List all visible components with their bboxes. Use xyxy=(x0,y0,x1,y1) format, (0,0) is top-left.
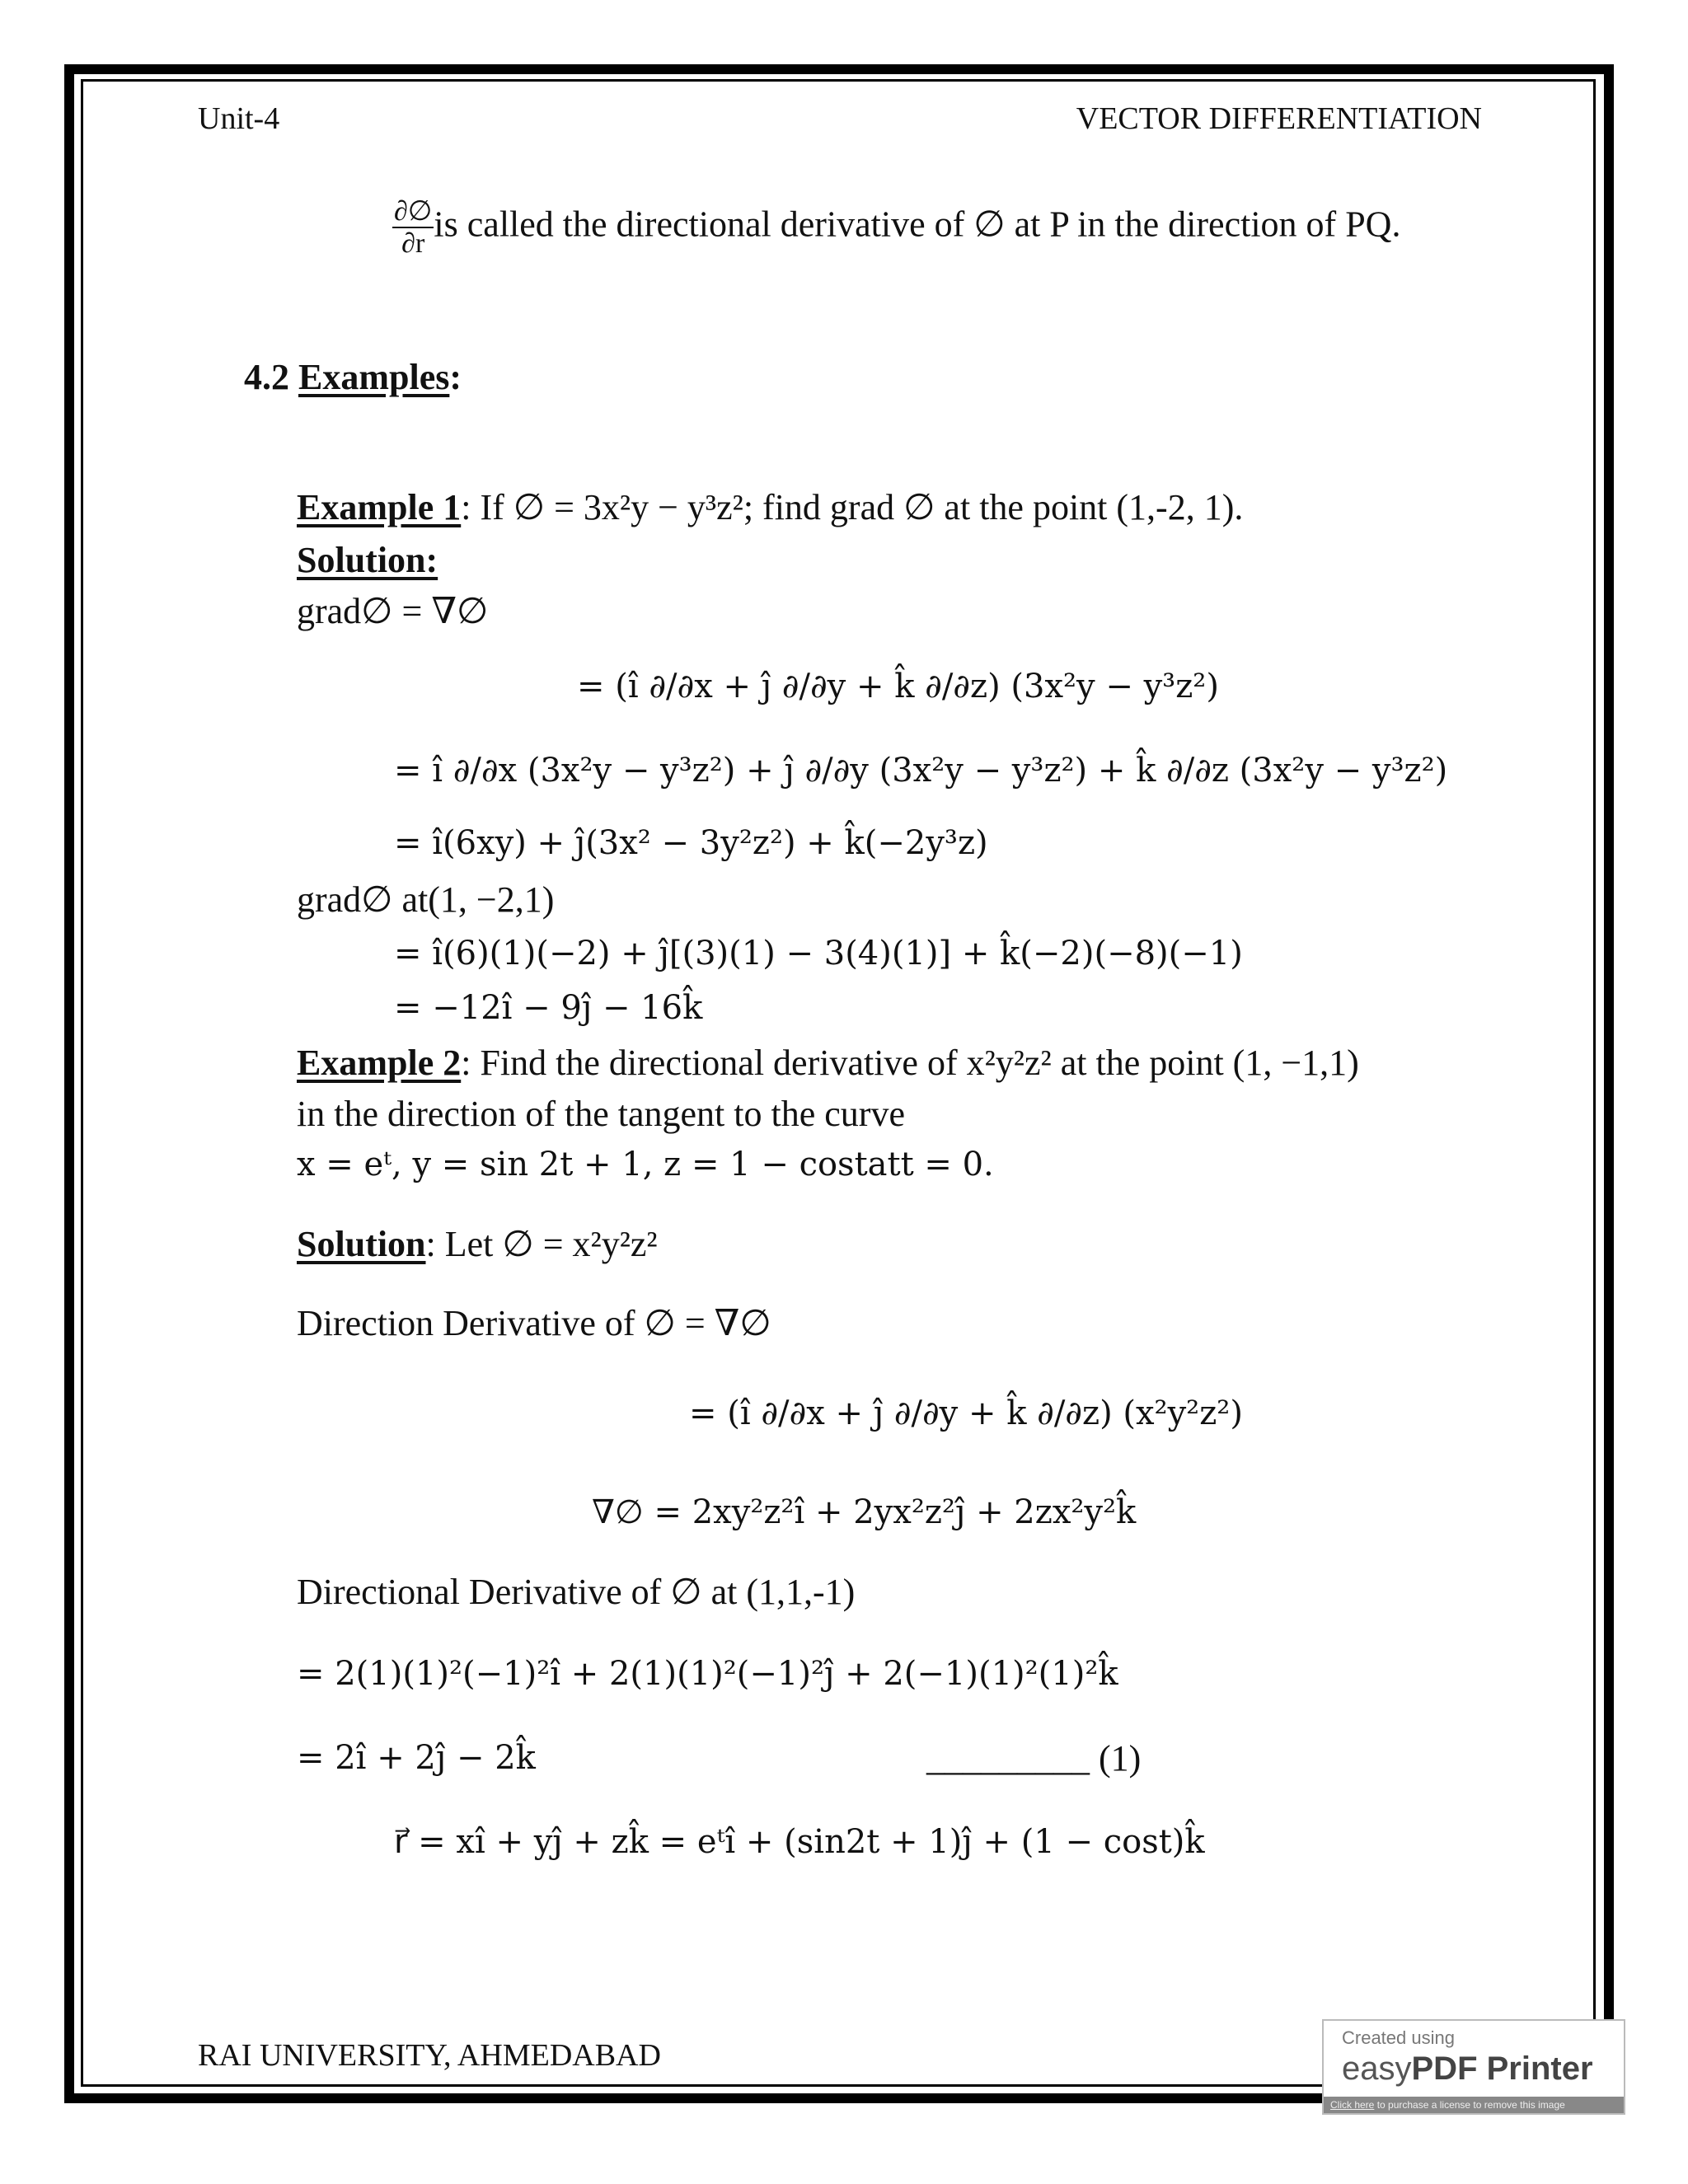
example2-statement-3: x = eᵗ, y = sin 2t + 1, z = 1 − costatt = 0. xyxy=(297,1146,994,1183)
example2-line5: = 2(1)(1)²(−1)²î + 2(1)(1)²(−1)²ĵ + 2(−1)(1)²(1)²k̂ xyxy=(297,1655,1118,1693)
example2-solution: Solution: Let ∅ = x²y²z² xyxy=(297,1224,658,1264)
example2-line2: = (î ∂/∂x + ĵ ∂/∂y + k̂ ∂/∂z) (x²y²z²) xyxy=(689,1394,1243,1432)
partial-fraction: $\frac{\partial\emptyset}{\partial r}$ xyxy=(394,196,433,260)
section-heading: 4.2 Examples: xyxy=(244,357,462,397)
example1-statement: Example 1: If ∅ = 3x²y − y³z²; find grad ∅ at the point (1,-2, 1). xyxy=(297,487,1244,527)
example1-solution-label: Solution: xyxy=(297,540,438,580)
header-unit: Unit-4 xyxy=(198,101,280,136)
watermark-caption: Created using xyxy=(1342,2027,1455,2048)
purchase-license-link[interactable]: Click here xyxy=(1330,2099,1375,2111)
example1-line7: = −12î − 9ĵ − 16k̂ xyxy=(394,989,703,1027)
footer-university: RAI UNIVERSITY, AHMEDABAD xyxy=(198,2038,661,2073)
example2-line7: r⃗ = xî + yĵ + zk̂ = eᵗî + (sin2t + 1)ĵ + (1 − cost)k̂ xyxy=(394,1823,1205,1861)
equation-ref-1: _________ (1) xyxy=(926,1738,1142,1779)
example2-line1: Direction Derivative of ∅ = ∇∅ xyxy=(297,1303,771,1343)
watermark-brand: easyPDF Printer xyxy=(1342,2050,1593,2087)
intro-line: $\frac{\partial\emptyset}{\partial r}$ is called the directional derivative of ∅ at P in the direction of PQ. xyxy=(394,196,1401,260)
example1-line1: grad∅ = ∇∅ xyxy=(297,591,489,631)
example1-line5: grad∅ at(1, −2,1) xyxy=(297,879,555,920)
example2-line6: = 2î + 2ĵ − 2k̂ xyxy=(297,1739,536,1777)
example1-line4: = î(6xy) + ĵ(3x² − 3y²z²) + k̂(−2y³z) xyxy=(394,824,988,862)
header-title: VECTOR DIFFERENTIATION xyxy=(1076,101,1482,136)
example1-line6: = î(6)(1)(−2) + ĵ[(3)(1) − 3(4)(1)] + k̂(−2)(−8)(−1) xyxy=(394,935,1243,972)
example1-line2: = (î ∂/∂x + ĵ ∂/∂y + k̂ ∂/∂z) (3x²y − y³z²) xyxy=(577,668,1219,705)
example2-line4: Directional Derivative of ∅ at (1,1,-1) xyxy=(297,1572,856,1612)
pdf-printer-watermark[interactable] xyxy=(1322,2019,1625,2115)
example2-line3: ∇∅ = 2xy²z²î + 2yx²z²ĵ + 2zx²y²k̂ xyxy=(592,1493,1137,1531)
example2-statement-2: in the direction of the tangent to the curve xyxy=(297,1094,905,1134)
watermark-license-bar[interactable]: Click here to purchase a license to remove this image xyxy=(1324,2097,1624,2113)
example2-statement-1: Example 2: Find the directional derivative of x²y²z² at the point (1, −1,1) xyxy=(297,1043,1359,1083)
example1-line3: = î ∂/∂x (3x²y − y³z²) + ĵ ∂/∂y (3x²y − y³z²) + k̂ ∂/∂z (3x²y − y³z²) xyxy=(394,752,1448,790)
